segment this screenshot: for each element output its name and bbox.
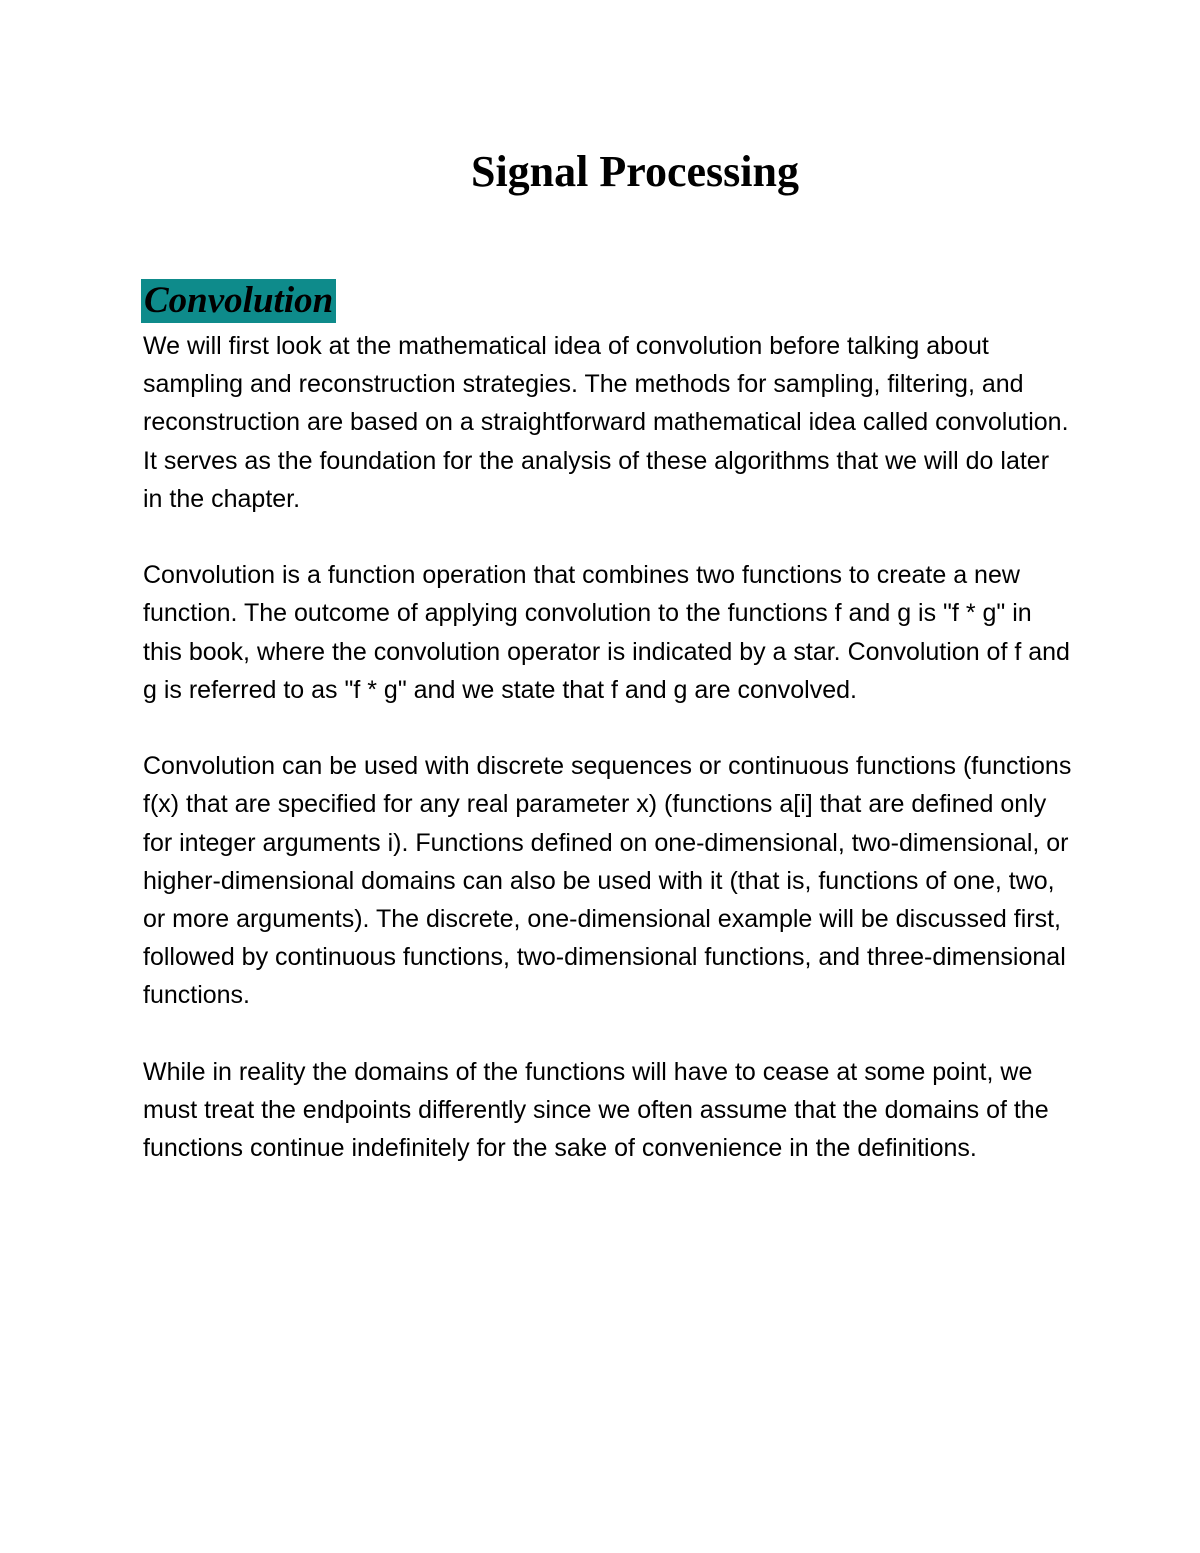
- paragraph-4: While in reality the domains of the functions will have to cease at some point, we must treat the endpoints differently since we often assume that the domains of the functions continue indefinitely for the sake of convenience in the definitions.: [143, 1057, 1049, 1163]
- paragraph-2: Convolution is a function operation that combines two functions to create a new function. The outcome of applying convolution to the functions f and g is "f * g" in this book, where the convolution operator is indicated by a star. Convolution of f and g is referred to as "f * g" and we state that f and g are convolved.: [143, 561, 1070, 704]
- section-heading-convolution: Convolution: [141, 279, 336, 323]
- paragraph-3: Convolution can be used with discrete sequences or continuous functions (functions f(x) that are specified for any real parameter x) (functions a[i] that are defined only for integer arguments i). Functions defined on one-dimensional, two-dimensional, or higher-dimensional domains can also be used with it (that is, functions of one, two, or more arguments). The discrete, one-dimensional example will be discussed first, followed by continuous functions, two-dimensional functions, and three-dimensional functions.: [143, 752, 1072, 1010]
- body-text: [143, 327, 1073, 1206]
- page-title: Signal Processing: [470, 147, 799, 196]
- paragraph-1: We will first look at the mathematical idea of convolution before talking about sampling and reconstruction strategies. The methods for sampling, filtering, and reconstruction are based on a straightforward mathematical idea called convolution. It serves as the foundation for the analysis of these algorithms that we will do later in the chapter.: [143, 332, 1069, 513]
